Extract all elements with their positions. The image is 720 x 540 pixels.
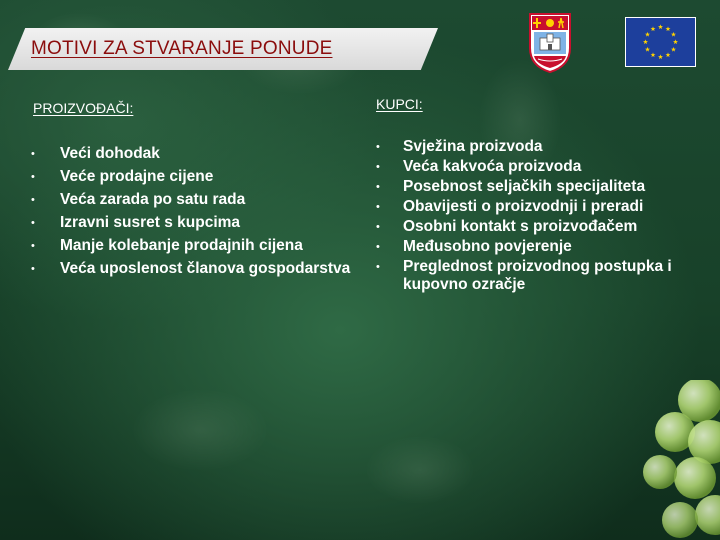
list-item: • Manje kolebanje prodajnih cijena [60,237,360,255]
list-item: • Posebnost seljačkih specijaliteta [403,178,703,196]
list-item: • Međusobno povjerenje [403,238,703,256]
page-title: MOTIVI ZA STVARANJE PONUDE [31,38,333,59]
buyers-heading: KUPCI: [376,96,423,112]
buyers-list [403,138,703,296]
grapes-icon [600,380,720,540]
list-item: • Osobni kontakt s proizvođačem [403,218,703,236]
list-item: • Obavijesti o proizvodnji i preradi [403,198,703,216]
producers-heading: PROIZVOĐAČI: [33,100,134,116]
list-item: • Svježina proizvoda [403,138,703,156]
list-item: • Veća uposlenost članova gospodarstva [60,260,360,278]
producers-list [60,145,360,283]
list-item: • Veće prodajne cijene [60,168,360,186]
coat-of-arms-icon [528,12,572,74]
list-item: • Izravni susret s kupcima [60,214,360,232]
list-item: • Preglednost proizvodnog postupka i kupovno ozračje [403,258,703,294]
list-item: • Veća kakvoća proizvoda [403,158,703,176]
list-item: • Veći dohodak [60,145,360,163]
list-item: • Veća zarada po satu rada [60,191,360,209]
eu-flag-icon [625,17,696,67]
